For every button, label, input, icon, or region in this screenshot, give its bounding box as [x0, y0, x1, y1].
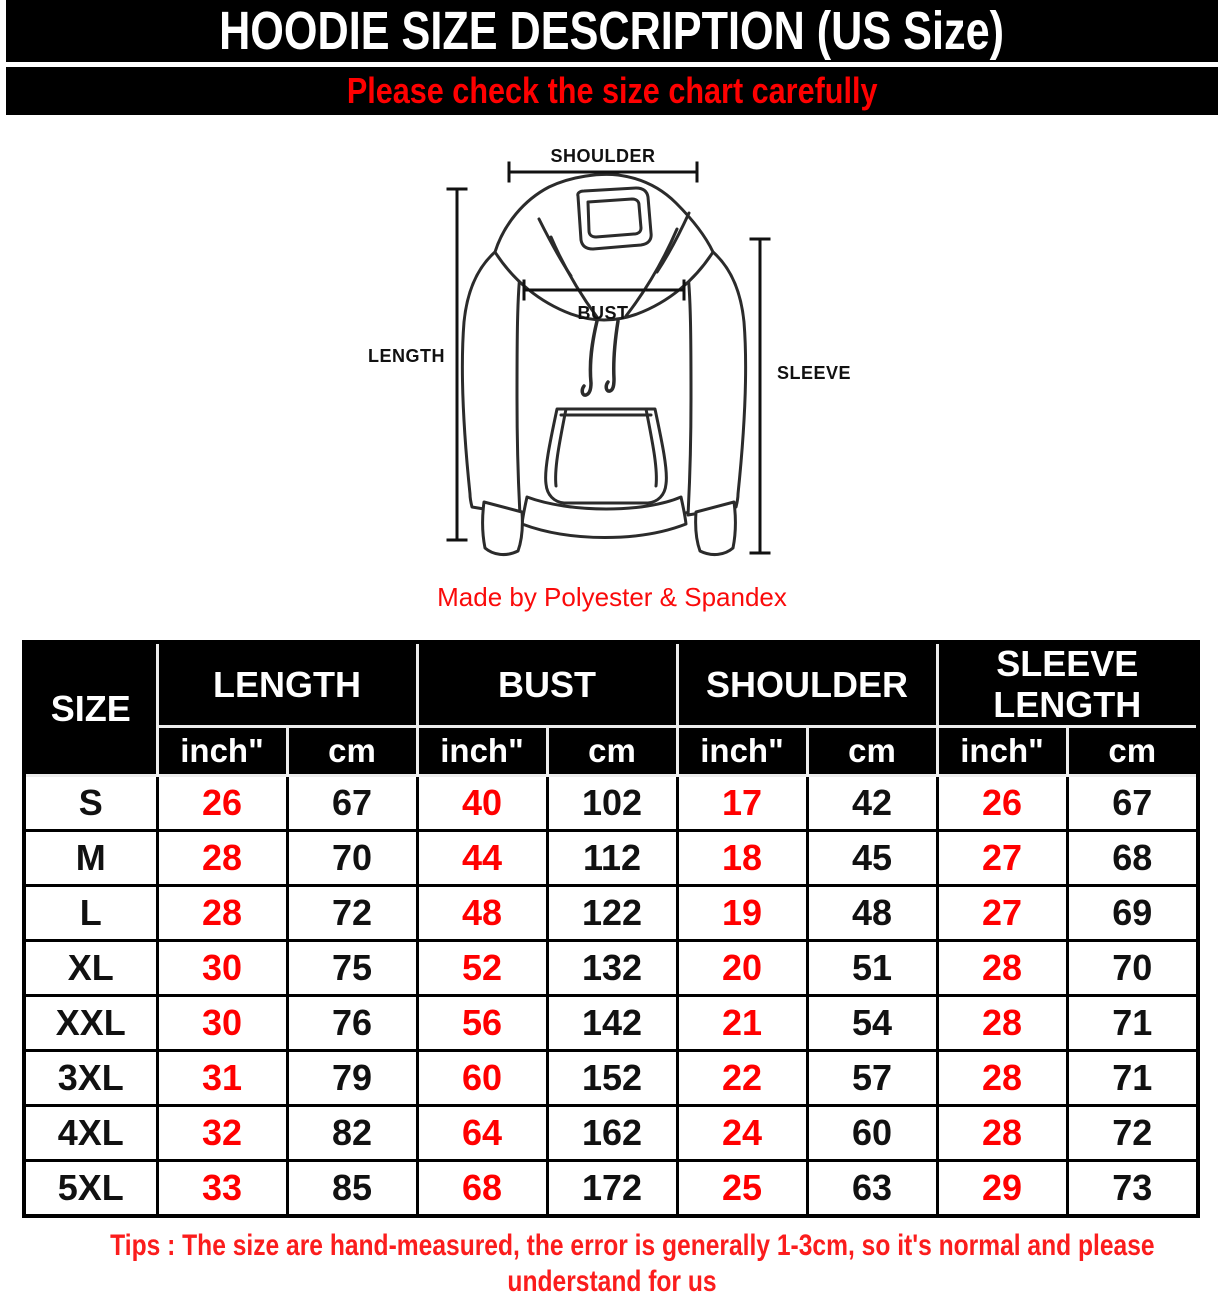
header-bust: BUST [417, 642, 677, 727]
header-sleeve-length [937, 642, 1198, 727]
size-cell: 4XL [24, 1106, 157, 1161]
sleeve-cm-cell: 71 [1067, 996, 1198, 1051]
tips-line-1: Tips : The size are hand-measured, the error is generally 1-3cm, so it's normal and please [110, 1229, 1155, 1262]
bust-inch-cell: 64 [417, 1106, 547, 1161]
hoodie-garment [462, 174, 745, 554]
header-group-row [24, 642, 1198, 727]
header-length-cm: cm [287, 727, 417, 776]
shoulder-inch-cell: 22 [677, 1051, 807, 1106]
shoulder-cm-cell: 54 [807, 996, 937, 1051]
bust-cm-cell: 102 [547, 776, 677, 831]
size-cell: S [24, 776, 157, 831]
shoulder-cm-cell: 42 [807, 776, 937, 831]
length-label: LENGTH [368, 346, 445, 366]
bust-inch-cell: 68 [417, 1161, 547, 1217]
length-cm-cell: 82 [287, 1106, 417, 1161]
header-length-inch: inch" [157, 727, 287, 776]
bust-label: BUST [577, 303, 629, 323]
length-inch-cell: 31 [157, 1051, 287, 1106]
header-sleeve-length-text: SLEEVE LENGTH [993, 643, 1142, 725]
table-row-l [24, 886, 1198, 941]
shoulder-inch-cell: 20 [677, 941, 807, 996]
shoulder-inch-cell: 19 [677, 886, 807, 941]
shoulder-cm-cell: 57 [807, 1051, 937, 1106]
bust-cm-cell: 142 [547, 996, 677, 1051]
header-units-row [24, 727, 1198, 776]
sleeve-cm-cell: 69 [1067, 886, 1198, 941]
sleeve-cm-cell: 72 [1067, 1106, 1198, 1161]
sleeve-cm-cell: 67 [1067, 776, 1198, 831]
length-inch-cell: 26 [157, 776, 287, 831]
shoulder-label: SHOULDER [550, 146, 656, 166]
shoulder-inch-cell: 18 [677, 831, 807, 886]
shoulder-inch-cell: 25 [677, 1161, 807, 1217]
size-cell: XXL [24, 996, 157, 1051]
sleeve-cm-cell: 71 [1067, 1051, 1198, 1106]
bust-cm-cell: 152 [547, 1051, 677, 1106]
header-size: SIZE [24, 642, 157, 776]
table-body [24, 776, 1198, 1217]
sleeve-inch-cell: 28 [937, 996, 1067, 1051]
shoulder-inch-cell: 21 [677, 996, 807, 1051]
sleeve-inch-cell: 26 [937, 776, 1067, 831]
header-bust-inch: inch" [417, 727, 547, 776]
bust-cm-cell: 122 [547, 886, 677, 941]
material-note: Made by Polyester & Spandex [437, 582, 787, 612]
sleeve-inch-cell: 27 [937, 831, 1067, 886]
length-inch-cell: 32 [157, 1106, 287, 1161]
shoulder-cm-cell: 48 [807, 886, 937, 941]
shoulder-inch-cell: 17 [677, 776, 807, 831]
sleeve-inch-cell: 28 [937, 1106, 1067, 1161]
table-row-5xl [24, 1161, 1198, 1217]
table-header [24, 642, 1198, 776]
sleeve-cm-cell: 70 [1067, 941, 1198, 996]
length-cm-cell: 76 [287, 996, 417, 1051]
table-row-m [24, 831, 1198, 886]
hoodie-left-cuff [483, 502, 523, 555]
table-row-3xl [24, 1051, 1198, 1106]
length-inch-cell: 33 [157, 1161, 287, 1217]
size-cell: M [24, 831, 157, 886]
bust-inch-cell: 44 [417, 831, 547, 886]
bust-cm-cell: 162 [547, 1106, 677, 1161]
tips-line-2: understand for us [507, 1265, 717, 1298]
size-cell: 5XL [24, 1161, 157, 1217]
header-length: LENGTH [157, 642, 417, 727]
size-cell: 3XL [24, 1051, 157, 1106]
shoulder-cm-cell: 51 [807, 941, 937, 996]
shoulder-inch-cell: 24 [677, 1106, 807, 1161]
sleeve-inch-cell: 28 [937, 941, 1067, 996]
bust-inch-cell: 56 [417, 996, 547, 1051]
bust-inch-cell: 48 [417, 886, 547, 941]
sleeve-inch-cell: 28 [937, 1051, 1067, 1106]
bust-inch-cell: 40 [417, 776, 547, 831]
length-inch-cell: 30 [157, 996, 287, 1051]
shoulder-cm-cell: 45 [807, 831, 937, 886]
subtitle-text: Please check the size chart carefully [346, 70, 878, 111]
shoulder-cm-cell: 63 [807, 1161, 937, 1217]
length-cm-cell: 79 [287, 1051, 417, 1106]
header-shoulder: SHOULDER [677, 642, 937, 727]
shoulder-cm-cell: 60 [807, 1106, 937, 1161]
length-cm-cell: 70 [287, 831, 417, 886]
header-sleeve-inch: inch" [937, 727, 1067, 776]
page-title: HOODIE SIZE DESCRIPTION (US Size) [219, 1, 1005, 61]
tips-note [0, 1228, 1224, 1300]
hoodie-diagram-section [0, 115, 1224, 640]
length-cm-cell: 85 [287, 1161, 417, 1217]
table-row-xl [24, 941, 1198, 996]
header-shoulder-inch: inch" [677, 727, 807, 776]
length-cm-cell: 75 [287, 941, 417, 996]
hoodie-right-cuff [696, 502, 736, 555]
header-shoulder-cm: cm [807, 727, 937, 776]
length-inch-cell: 28 [157, 831, 287, 886]
bust-inch-cell: 52 [417, 941, 547, 996]
header-sleeve-cm: cm [1067, 727, 1198, 776]
table-row-4xl [24, 1106, 1198, 1161]
bust-cm-cell: 132 [547, 941, 677, 996]
bust-cm-cell: 112 [547, 831, 677, 886]
size-cell: XL [24, 941, 157, 996]
sleeve-measure-line [751, 239, 769, 553]
hoodie-right-sleeve [687, 252, 746, 515]
length-cm-cell: 67 [287, 776, 417, 831]
length-cm-cell: 72 [287, 886, 417, 941]
bust-cm-cell: 172 [547, 1161, 677, 1217]
table-row-s [24, 776, 1198, 831]
sleeve-inch-cell: 29 [937, 1161, 1067, 1217]
title-banner [6, 0, 1218, 62]
length-inch-cell: 30 [157, 941, 287, 996]
bust-inch-cell: 60 [417, 1051, 547, 1106]
sleeve-cm-cell: 73 [1067, 1161, 1198, 1217]
sleeve-cm-cell: 68 [1067, 831, 1198, 886]
sleeve-inch-cell: 27 [937, 886, 1067, 941]
size-chart-table [22, 640, 1200, 1218]
header-bust-cm: cm [547, 727, 677, 776]
length-inch-cell: 28 [157, 886, 287, 941]
hoodie-left-sleeve [462, 252, 521, 515]
size-cell: L [24, 886, 157, 941]
subtitle-banner [6, 67, 1218, 115]
table-row-xxl [24, 996, 1198, 1051]
sleeve-label: SLEEVE [777, 363, 852, 383]
